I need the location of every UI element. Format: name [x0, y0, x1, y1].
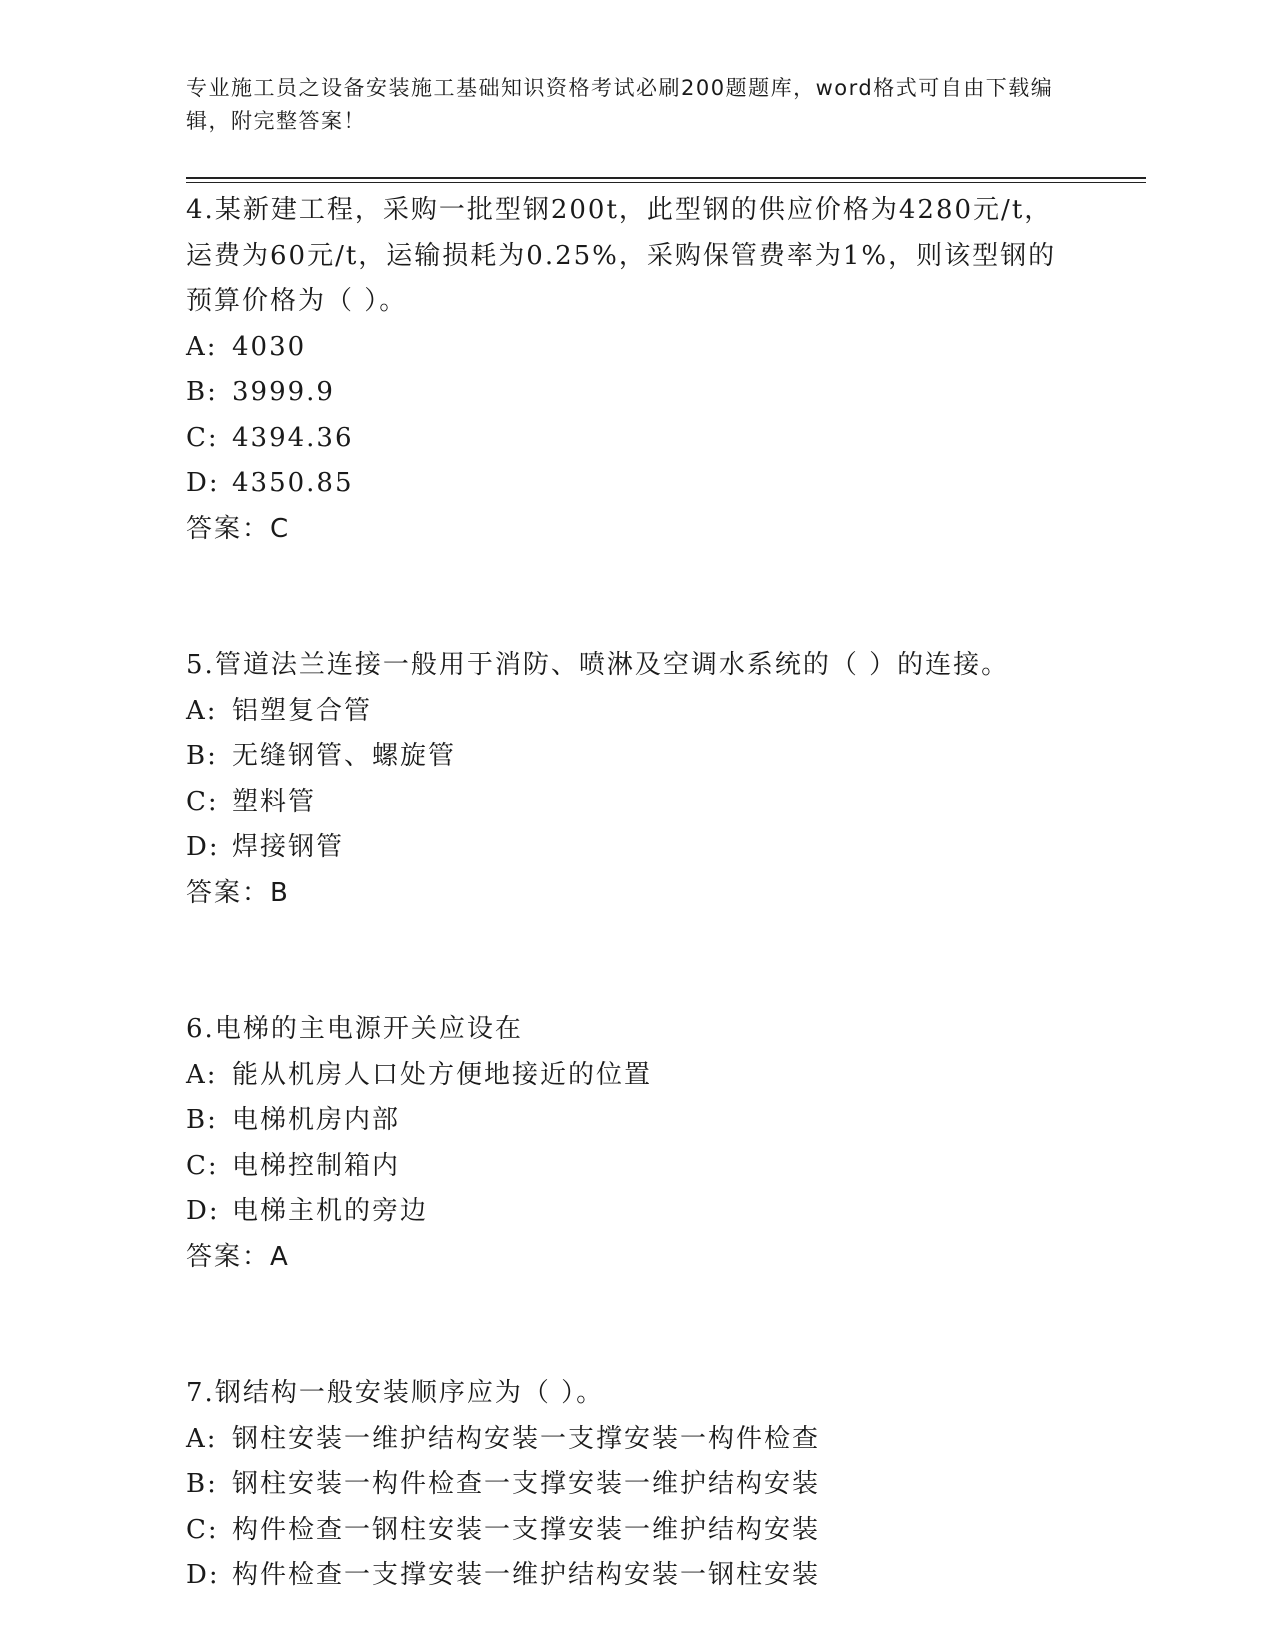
option-a [186, 689, 1066, 735]
question-number: 5. [186, 650, 215, 680]
option-d [186, 461, 1066, 507]
option-c [186, 416, 1066, 462]
option-b [186, 370, 1066, 416]
header-divider-thick [186, 177, 1146, 179]
question-5 [186, 643, 1066, 916]
option-letter: D: [186, 468, 220, 498]
option-text: 钢柱安装一构件检查一支撑安装一维护结构安装 [232, 1469, 821, 1499]
question-number: 4. [186, 195, 215, 225]
question-7 [186, 1371, 1066, 1599]
option-letter: A: [186, 1059, 218, 1090]
question-text [186, 1007, 1066, 1053]
option-b [186, 734, 1066, 780]
option-c [186, 1144, 1066, 1190]
option-text: 钢柱安装一维护结构安装一支撑安装一构件检查 [232, 1423, 821, 1454]
option-letter: C: [186, 1150, 219, 1181]
option-letter: C: [186, 1514, 219, 1545]
header-divider-thin [186, 182, 1146, 183]
option-text: 构件检查一钢柱安装一支撑安装一维护结构安装 [232, 1514, 821, 1545]
option-letter: B: [186, 1469, 218, 1499]
option-letter: B: [186, 741, 218, 771]
question-stem: 某新建工程，采购一批型钢200t，此型钢的供应价格为4280元/t，运费为60元/t，运输损耗为0.25%，采购保管费率为1%，则该型钢的预算价格为（ ）。 [186, 195, 1057, 316]
option-letter: D: [186, 1196, 220, 1226]
option-letter: D: [186, 832, 220, 862]
option-text: 能从机房人口处方便地接近的位置 [232, 1059, 653, 1090]
option-d [186, 1553, 1066, 1599]
answer-line: 答案：A [186, 1241, 290, 1272]
question-text [186, 1371, 1066, 1417]
option-text: 电梯主机的旁边 [232, 1196, 429, 1226]
document-header: 专业施工员之设备安装施工基础知识资格考试必刷200题题库，word格式可自由下载编辑，附完整答案！ [186, 76, 1054, 133]
option-text: 焊接钢管 [232, 832, 345, 862]
option-letter: B: [186, 377, 218, 407]
question-6 [186, 1007, 1066, 1280]
question-list [186, 188, 1066, 1599]
question-stem: 管道法兰连接一般用于消防、喷淋及空调水系统的（ ）的连接。 [214, 650, 1010, 680]
question-text [186, 643, 1066, 689]
question-text [186, 188, 1066, 325]
option-b [186, 1462, 1066, 1508]
question-number: 7. [186, 1378, 215, 1408]
option-text: 无缝钢管、螺旋管 [232, 741, 457, 771]
option-text: 4350.85 [232, 468, 354, 498]
option-c [186, 1508, 1066, 1554]
question-stem: 电梯的主电源开关应设在 [214, 1014, 523, 1044]
answer-line: 答案：C [186, 513, 291, 544]
option-letter: A: [186, 331, 218, 362]
option-a [186, 1417, 1066, 1463]
option-text: 3999.9 [232, 377, 335, 407]
option-a [186, 325, 1066, 371]
question-4 [186, 188, 1066, 552]
option-letter: C: [186, 422, 219, 453]
option-b [186, 1098, 1066, 1144]
option-letter: C: [186, 786, 219, 817]
option-a [186, 1053, 1066, 1099]
option-d [186, 825, 1066, 871]
option-text: 电梯控制箱内 [232, 1150, 401, 1181]
answer-line: 答案：B [186, 877, 290, 908]
option-text: 4030 [232, 331, 307, 362]
question-number: 6. [186, 1014, 215, 1044]
option-letter: A: [186, 1423, 218, 1454]
option-letter: D: [186, 1560, 220, 1590]
option-d [186, 1189, 1066, 1235]
option-text: 塑料管 [232, 786, 317, 817]
option-letter: A: [186, 695, 218, 726]
option-c [186, 780, 1066, 826]
option-text: 电梯机房内部 [232, 1105, 401, 1135]
option-letter: B: [186, 1105, 218, 1135]
option-text: 构件检查一支撑安装一维护结构安装一钢柱安装 [232, 1560, 821, 1590]
option-text: 铝塑复合管 [232, 695, 373, 726]
option-text: 4394.36 [232, 422, 354, 453]
question-stem: 钢结构一般安装顺序应为（ ）。 [214, 1378, 605, 1408]
